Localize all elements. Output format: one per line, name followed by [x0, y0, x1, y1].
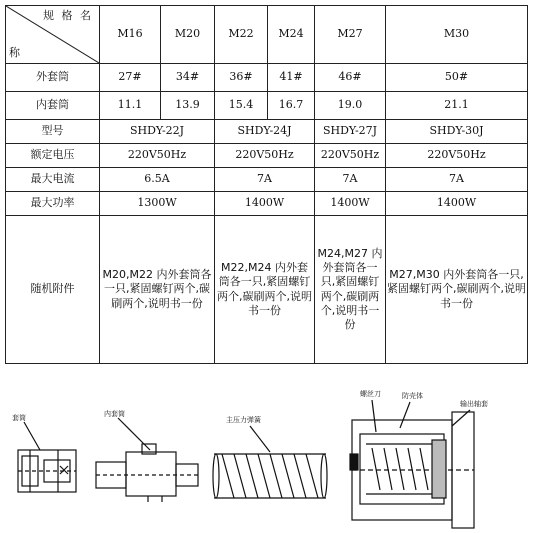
- table-cell: 41#: [268, 64, 315, 92]
- row-label: 额定电压: [6, 144, 100, 168]
- table-cell: SHDY-22J: [100, 120, 215, 144]
- table-cell: 7A: [315, 168, 386, 192]
- power-row: [6, 192, 528, 216]
- table-cell: 220V50Hz: [315, 144, 386, 168]
- header-corner-cell: [6, 6, 100, 64]
- table-cell: SHDY-30J: [386, 120, 528, 144]
- current-row: [6, 168, 528, 192]
- wrench-head-drawing: [350, 389, 488, 528]
- table-cell: 1400W: [386, 192, 528, 216]
- column-header: M24: [268, 6, 315, 64]
- table-cell: M27,M30 内外套筒各一只,紧固螺钉两个,碳刷两个,说明书一份: [386, 216, 528, 364]
- table-cell: 15.4: [215, 92, 268, 120]
- technical-drawings: [0, 378, 533, 533]
- row-label: 内套筒: [6, 92, 100, 120]
- drawing-label: 输出轴套: [460, 400, 488, 408]
- row-label: 型号: [6, 120, 100, 144]
- table-cell: M20,M22 内外套筒各一只,紧固螺钉两个,碳刷两个,说明书一份: [100, 216, 215, 364]
- column-header: M22: [215, 6, 268, 64]
- table-cell: 220V50Hz: [215, 144, 315, 168]
- inner-sleeve-drawing: [96, 409, 198, 502]
- table-cell: 1300W: [100, 192, 215, 216]
- drawing-label: 防壳体: [402, 392, 423, 400]
- table-cell: 220V50Hz: [100, 144, 215, 168]
- column-header: M27: [315, 6, 386, 64]
- table-cell: M22,M24 内外套筒各一只,紧固螺钉两个,碳刷两个,说明书一份: [215, 216, 315, 364]
- table-cell: 16.7: [268, 92, 315, 120]
- table-cell: 19.0: [315, 92, 386, 120]
- accessories-row: [6, 216, 528, 364]
- table-cell: 21.1: [386, 92, 528, 120]
- outer-sleeve-row: [6, 64, 528, 92]
- table-cell: 11.1: [100, 92, 161, 120]
- drawing-label: 内套筒: [104, 410, 125, 418]
- table-cell: 27#: [100, 64, 161, 92]
- row-label: 随机附件: [6, 216, 100, 364]
- outer-sleeve-drawing: [12, 413, 76, 492]
- drawing-label: 主压力弹簧: [226, 416, 261, 424]
- model-row: [6, 120, 528, 144]
- drawing-label: 套筒: [12, 414, 26, 422]
- inner-sleeve-row: [6, 92, 528, 120]
- table-cell: SHDY-24J: [215, 120, 315, 144]
- table-cell: 1400W: [215, 192, 315, 216]
- header-corner-top: 规 格 名: [43, 9, 93, 22]
- table-cell: 36#: [215, 64, 268, 92]
- table-cell: 1400W: [315, 192, 386, 216]
- table-cell: 13.9: [161, 92, 215, 120]
- table-cell: SHDY-27J: [315, 120, 386, 144]
- table-cell: 7A: [386, 168, 528, 192]
- header-row: [6, 6, 528, 64]
- drawing-label: 螺丝刀: [360, 390, 381, 398]
- spring-drawing: [213, 415, 327, 498]
- voltage-row: [6, 144, 528, 168]
- row-label: 最大电流: [6, 168, 100, 192]
- column-header: M16: [100, 6, 161, 64]
- table-cell: 6.5A: [100, 168, 215, 192]
- header-corner-bottom: 称: [9, 45, 20, 59]
- table-cell: 34#: [161, 64, 215, 92]
- row-label: 最大功率: [6, 192, 100, 216]
- column-header: M20: [161, 6, 215, 64]
- table-cell: 220V50Hz: [386, 144, 528, 168]
- row-label: 外套筒: [6, 64, 100, 92]
- table-cell: 46#: [315, 64, 386, 92]
- column-header: M30: [386, 6, 528, 64]
- table-cell: 7A: [215, 168, 315, 192]
- spec-table: [5, 5, 528, 364]
- table-cell: 50#: [386, 64, 528, 92]
- table-cell: M24,M27 内外套筒各一只,紧固螺钉两个,碳刷两个,说明书一份: [315, 216, 386, 364]
